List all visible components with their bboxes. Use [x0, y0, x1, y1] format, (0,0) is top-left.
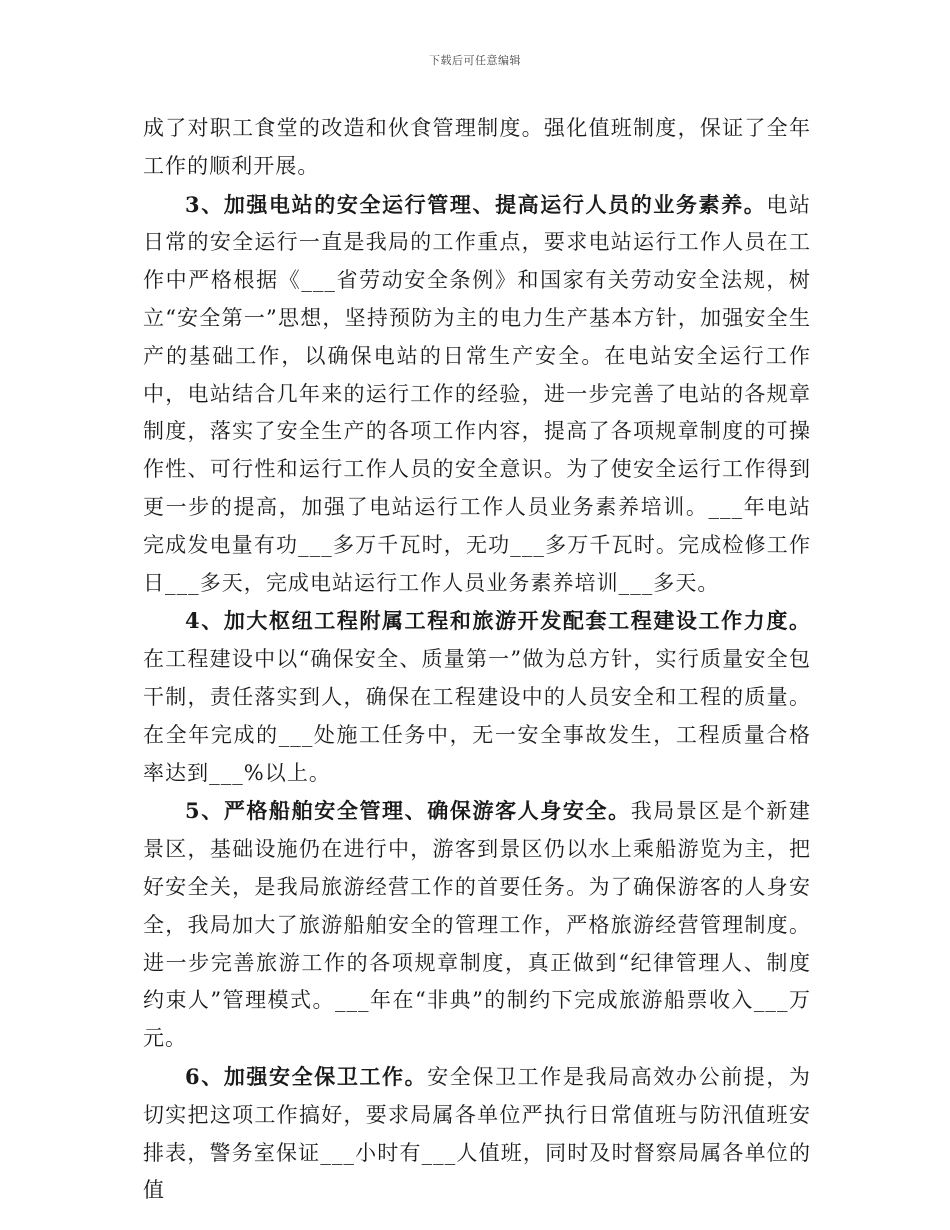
section-4-heading: 4、加大枢纽工程附属工程和旅游开发配套工程建设工作力度。: [185, 608, 811, 634]
section-6-heading: 6、加强安全保卫工作。: [185, 1063, 428, 1089]
section-5-text: 我局景区是个新建景区，基础设施仍在进行中，游客到景区仍以水上乘船游览为主，把好安全关，是我局旅游经营工作的首要任务。为了确保游客的人身安全，我局加大了旅游船舶安全的管理工作，严格旅游经营管理制度。进一步完善旅游工作的各项规章制度，真正做到“纪律管理人、制度约束人”管理模式。___年在“非典”的制约下完成旅游船票收入___万元。: [143, 799, 811, 1051]
section-4-text: 在工程建设中以“确保安全、质量第一”做为总方针，实行质量安全包干制，责任落实到人，确保在工程建设中的人员安全和工程的质量。在全年完成的___处施工任务中，无一安全事故发生，工程质量合格率达到___%以上。: [143, 647, 811, 785]
paragraph-text: 成了对职工食堂的改造和伙食管理制度。强化值班制度，保证了全年工作的顺利开展。: [143, 116, 811, 178]
section-6-text: 安全保卫工作是我局高效办公前提，为切实把这项工作搞好，要求局属各单位严执行日常值班与防汛值班安排表，警务室保证___小时有___人值班，同时及时督察局属各单位的值: [143, 1064, 811, 1203]
section-5-heading: 5、严格船舶安全管理、确保游客人身安全。: [185, 798, 631, 824]
paragraph-section-6: [143, 1058, 811, 1210]
page-header: 下载后可任意编辑: [429, 54, 521, 67]
paragraph-continuation: [143, 110, 811, 186]
section-3-text: 电站日常的安全运行一直是我局的工作重点，要求电站运行工作人员在工作中严格根据《___省劳动安全条例》和国家有关劳动安全法规，树立“安全第一”思想，坚持预防为主的电力生产基本方针，加强安全生产的基础工作，以确保电站的日常生产安全。在电站安全运行工作中，电站结合几年来的运行工作的经验，进一步完善了电站的各规章制度，落实了安全生产的各项工作内容，提高了各项规章制度的可操作性、可行性和运行工作人员的安全意识。为了使安全运行工作得到更一步的提高，加强了电站运行工作人员业务素养培训。___年电站完成发电量有功___多万千瓦时，无功___多万千瓦时。完成检修工作日___多天，完成电站运行工作人员业务素养培训___多天。: [143, 192, 811, 595]
document-body: [143, 110, 811, 1210]
paragraph-section-4: [143, 602, 811, 792]
paragraph-section-5: [143, 792, 811, 1058]
section-3-heading: 3、加强电站的安全运行管理、提高运行人员的业务素养。: [185, 191, 767, 217]
paragraph-section-3: [143, 186, 811, 603]
